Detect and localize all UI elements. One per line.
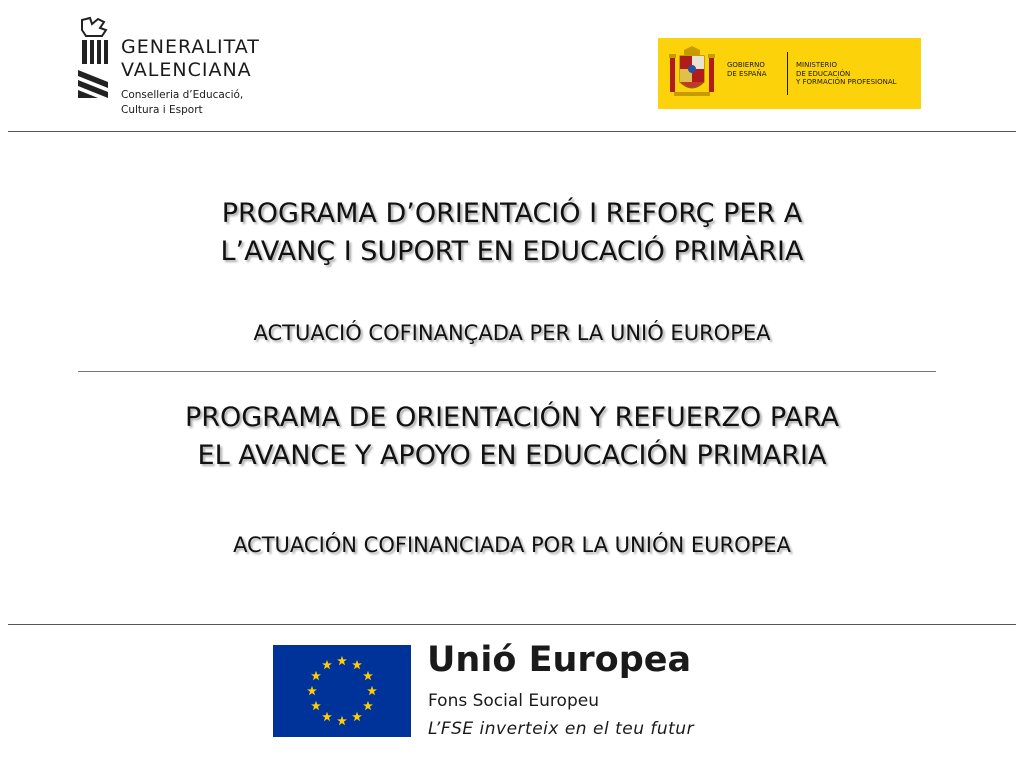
ministerio-text [796,61,897,87]
gobierno-line2: DE ESPAÑA [727,69,767,78]
valencian-title-line2: L’AVANÇ I SUPORT EN EDUCACIÓ PRIMÀRIA [220,236,804,267]
conselleria-line2: Cultura i Esport [121,104,203,116]
generalitat-name-line1: GENERALITAT [121,36,260,58]
generalitat-name [121,36,260,82]
header-divider [8,131,1016,132]
ministerio-line2: DE EDUCACIÓN [796,69,851,78]
spanish-title-line1: PROGRAMA DE ORIENTACIÓN Y REFUERZO PARA [184,402,840,433]
spanish-title [0,399,1024,475]
footer-divider [8,624,1016,625]
eu-star-icon [311,701,321,710]
spanish-subtitle: ACTUACIÓN COFINANCIADA POR LA UNIÓN EUROPEA [233,533,791,557]
eu-star-icon [307,686,317,695]
eu-star-icon [363,701,373,710]
eu-title: Unió Europea [427,640,692,680]
valencian-title-line1: PROGRAMA D’ORIENTACIÓ I REFORÇ PER A [221,198,803,229]
language-divider [78,371,936,372]
eu-star-icon [367,686,377,695]
valencian-subtitle: ACTUACIÓ COFINANÇADA PER LA UNIÓ EUROPEA [253,321,771,345]
fund-tagline: L’FSE inverteix en el teu futur [428,719,695,739]
eu-star-icon [311,671,321,680]
spain-coat-of-arms-icon [668,46,716,101]
eu-star-icon [337,716,347,725]
generalitat-name-line2: VALENCIANA [121,59,252,81]
gobierno-text [727,61,767,78]
gobierno-line1: GOBIERNO [727,61,765,69]
eu-flag-icon [273,645,411,737]
gobierno-divider [787,52,788,95]
ministerio-line1: MINISTERIO [796,61,837,69]
eu-star-icon [322,712,332,721]
eu-star-icon [322,660,332,669]
eu-star-icon [352,660,362,669]
eu-star-icon [363,671,373,680]
conselleria-name [121,88,243,118]
eu-star-icon [337,656,347,665]
eu-star-icon [352,712,362,721]
fund-name: Fons Social Europeu [428,691,599,711]
ministerio-line3: Y FORMACIÓN PROFESIONAL [796,78,897,86]
valencian-title [0,195,1024,271]
conselleria-line1: Conselleria d’Educació, [121,89,244,101]
generalitat-logo [76,16,306,120]
generalitat-emblem-icon [76,16,112,102]
gobierno-espana-logo [658,38,921,109]
eu-stars [307,656,377,725]
spanish-title-line2: EL AVANCE Y APOYO EN EDUCACIÓN PRIMARIA [197,440,827,471]
